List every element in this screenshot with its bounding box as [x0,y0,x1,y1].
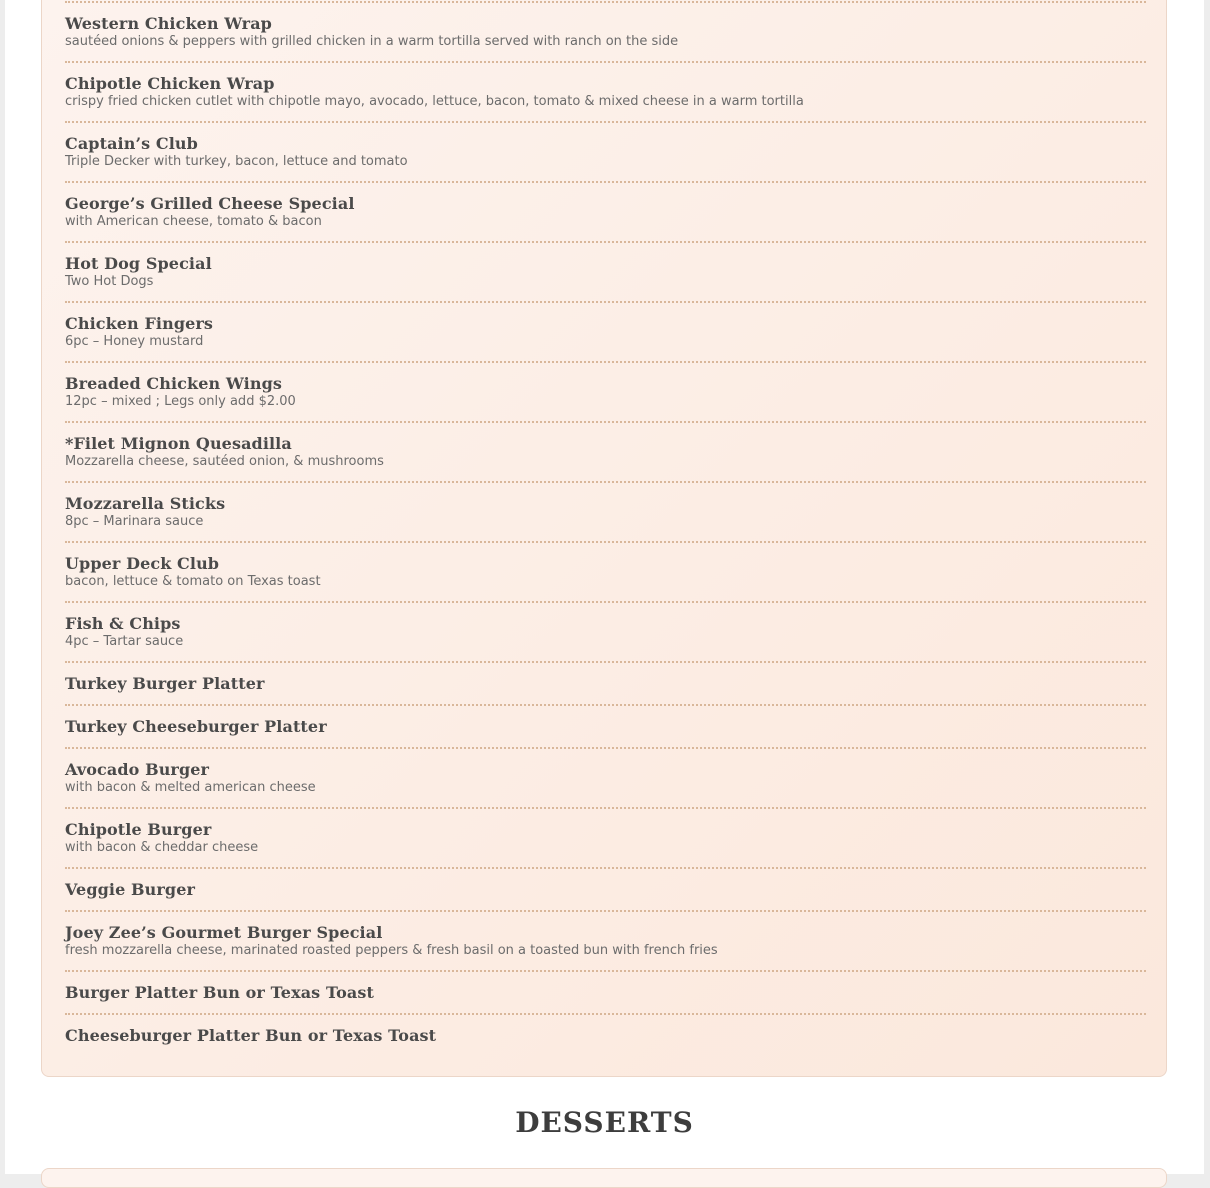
menu-item [65,910,1146,970]
menu-item-description: bacon, lettuce & tomato on Texas toast [65,574,321,589]
menu-item-name: Joey Zee’s Gourmet Burger Special [65,923,383,942]
menu-item-description: Mozzarella cheese, sautéed onion, & mushrooms [65,454,384,469]
menu-item-description: Triple Decker with turkey, bacon, lettuce and tomato [65,154,408,169]
menu-item [65,970,1146,1013]
menu-item-name: Cheeseburger Platter Bun or Texas Toast [65,1026,437,1045]
desserts-section-panel [41,1168,1167,1188]
menu-item [65,421,1146,481]
menu-item [65,121,1146,181]
menu-item-description: with American cheese, tomato & bacon [65,214,322,229]
menu-section-panel [41,0,1167,1077]
menu-item [65,241,1146,301]
menu-item [65,747,1146,807]
menu-item [65,541,1146,601]
menu-item-name: George’s Grilled Cheese Special [65,194,355,213]
menu-item-name: Upper Deck Club [65,554,220,573]
menu-item-name: Turkey Burger Platter [65,674,265,693]
menu-item-name: Chipotle Chicken Wrap [65,74,275,93]
menu-item-name: Hot Dog Special [65,254,212,273]
menu-item-name: Breaded Chicken Wings [65,374,282,393]
menu-item-description: 6pc – Honey mustard [65,334,204,349]
menu-item [65,181,1146,241]
menu-item [65,301,1146,361]
menu-item-description: Two Hot Dogs [65,274,154,289]
menu-item-name: Chicken Fingers [65,314,214,333]
menu-page [5,0,1204,1174]
menu-item [65,807,1146,867]
menu-item-name: Chipotle Burger [65,820,212,839]
menu-item-description: sautéed onions & peppers with grilled chicken in a warm tortilla served with ranch on the side [65,34,679,49]
menu-item-name: Burger Platter Bun or Texas Toast [65,983,374,1002]
menu-item-name: Avocado Burger [65,760,210,779]
desserts-section-title: DESSERTS [515,1106,694,1139]
menu-item [65,704,1146,747]
menu-item-name: *Filet Mignon Quesadilla [65,434,292,453]
menu-item-name: Captain’s Club [65,134,198,153]
menu-item [65,481,1146,541]
menu-item [65,867,1146,910]
menu-item-description: with bacon & cheddar cheese [65,840,259,855]
menu-item [65,1013,1146,1056]
menu-item-name: Mozzarella Sticks [65,494,226,513]
menu-item-name: Fish & Chips [65,614,181,633]
menu-item [65,361,1146,421]
menu-item-name: Turkey Cheeseburger Platter [65,717,327,736]
menu-item [65,1,1146,61]
menu-item-description: 4pc – Tartar sauce [65,634,184,649]
menu-item-description: 8pc – Marinara sauce [65,514,204,529]
menu-item-description: with bacon & melted american cheese [65,780,316,795]
menu-item-name: Veggie Burger [65,880,196,899]
menu-item [65,601,1146,661]
menu-item [65,61,1146,121]
menu-item-list [65,1,1146,1056]
menu-item-description: fresh mozzarella cheese, marinated roasted peppers & fresh basil on a toasted bun with french fries [65,943,718,958]
menu-item [65,661,1146,704]
menu-item-description: crispy fried chicken cutlet with chipotle mayo, avocado, lettuce, bacon, tomato & mixed cheese in a warm tortilla [65,94,804,109]
menu-item-name: Western Chicken Wrap [65,14,272,33]
menu-item-description: 12pc – mixed ; Legs only add $2.00 [65,394,296,409]
